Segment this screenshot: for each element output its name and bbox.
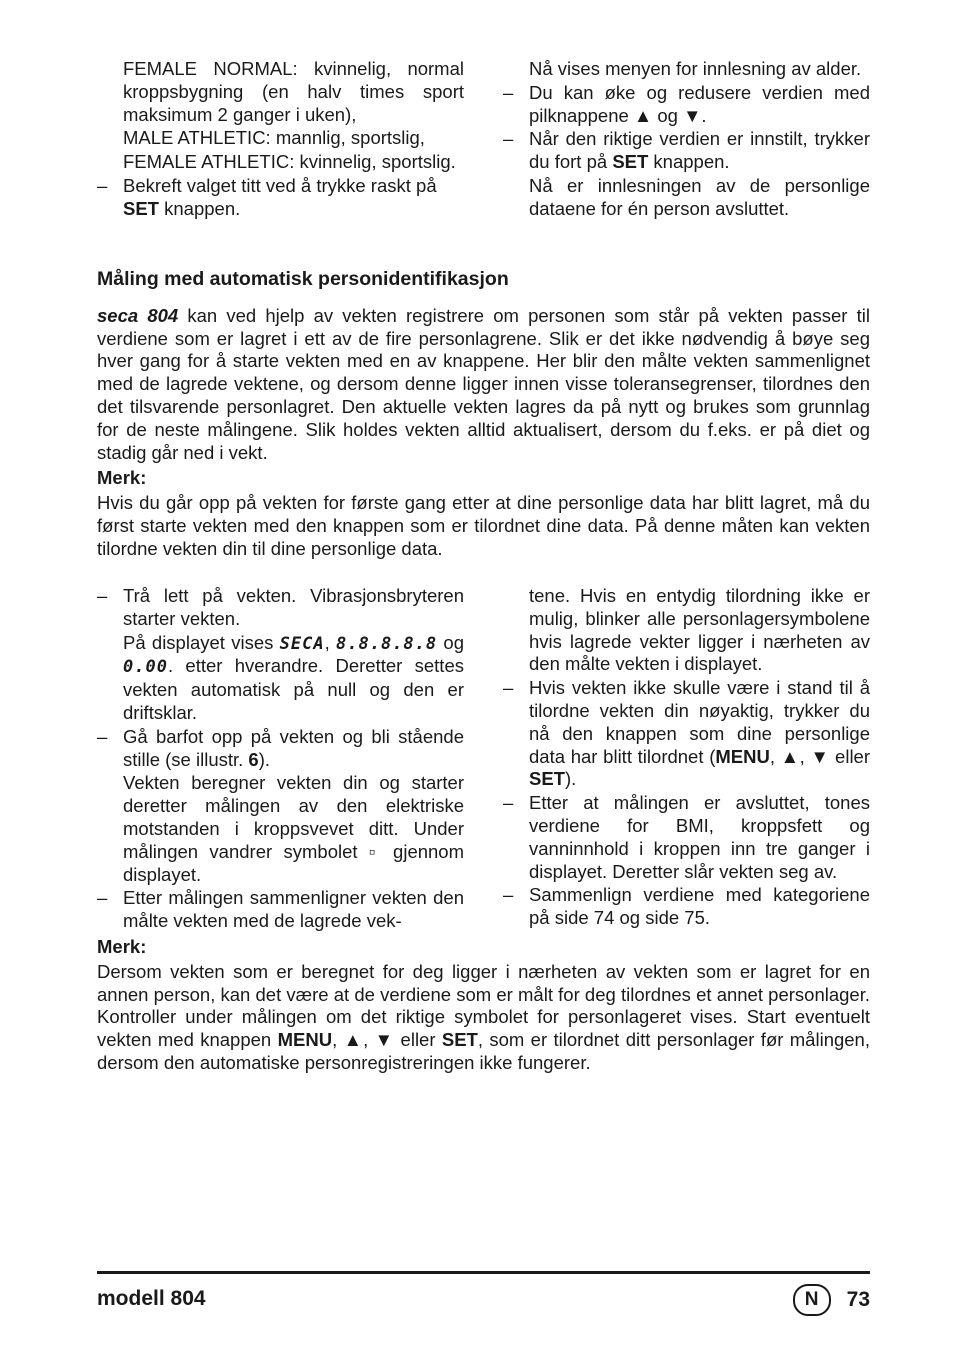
lcd-display-segments: 8.8.8.8.8 (336, 633, 438, 654)
footer-model: modell 804 (97, 1287, 206, 1310)
footer-divider (97, 1271, 870, 1274)
intro-text: kan ved hjelp av vekten registrere om personen som står på vekten passer til verdiene som er lagret i ett av de fire personlagrene. Slik er det ikke nødvendig å bøye seg hver gang for å starte vekten med en av knappene. Her blir den målte vekten sammenlignet med de lagrede vektene, og dersom denne ligger innen visse toleransegrenser, tilordnes den det tilsvarende personlagret. Den aktuelle vekten lagres da på nytt og brukes som grunnlag for de neste målingene. Slik holdes vekten alltid aktualisert, dersom du f.eks. er på diet og stadig går ned i vekt. (97, 304, 870, 463)
menu-keyword: MENU (277, 1029, 333, 1051)
list-item: – Sammenlign verdiene med kategoriene på side 74 og side 75. (503, 884, 870, 929)
item-text: Gå barfot opp på vekten og bli stående stille (se illustr. (123, 725, 464, 770)
paragraph: tene. Hvis en entydig tilordning ikke er mulig, blinker alle personlagersymbolene hvis lagrede vekter ligger i nærheten av den målte vekten i displayet. (529, 585, 870, 675)
set-keyword: SET (441, 1029, 478, 1051)
item-text: Trå lett på vekten. Vibrasjonsbryteren starter vekten. (123, 585, 464, 629)
steps-right-column (503, 585, 870, 933)
text: , (324, 631, 337, 653)
paragraph: FEMALE ATHLETIC: kvinnelig, sportslig. (123, 151, 456, 173)
item-text: Etter målingen sammenligner vekten den målte vekten med de lagrede vek- (123, 887, 464, 932)
illustration-ref: 6 (248, 748, 259, 770)
intro-paragraph (97, 305, 870, 465)
steps-columns (97, 585, 870, 933)
paragraph: Nå vises menyen for innlesning av alder. (529, 58, 862, 79)
item-text: Når den riktige verdien er innstilt, trykker du fort på (529, 128, 870, 173)
set-keyword: SET (123, 197, 159, 219)
language-badge: N (793, 1284, 831, 1316)
top-columns (97, 58, 870, 221)
item-text: knappen. (648, 151, 730, 173)
section (97, 268, 870, 561)
set-keyword: SET (612, 151, 649, 173)
list-item: – Når den riktige verdien er innstilt, trykker du fort på SET knappen. (503, 128, 870, 173)
paragraph: FEMALE NORMAL: kvinnelig, normal kroppsbygning (en halv times sport maksimum 2 ganger i uken), (123, 58, 464, 125)
note-label: Merk: (97, 467, 147, 489)
top-right-column (503, 58, 870, 221)
paragraph (97, 632, 464, 725)
lcd-display-seca: SECA (279, 633, 325, 654)
item-text: Sammenlign verdiene med kategoriene på side 74 og side 75. (529, 884, 870, 929)
note-text (97, 961, 870, 1075)
paragraph: MALE ATHLETIC: mannlig, sportslig, (123, 127, 425, 149)
text: Vekten beregner vekten din og starter deretter målingen av den elektriske motstanden i kroppsvevet ditt. Under målingen vandrer symbolet (123, 772, 464, 862)
item-text: ). (258, 748, 271, 770)
brand-name: seca 804 (97, 304, 179, 326)
paragraph: Nå er innlesningen av de personlige dataene for én person avsluttet. (529, 174, 870, 219)
lcd-display-zero: 0.00 (123, 657, 168, 678)
item-text: , ▲, ▼ eller (769, 745, 871, 767)
footer-right (793, 1284, 870, 1316)
text: , ▲, ▼ eller (332, 1029, 442, 1051)
list-item: – Gå barfot opp på vekten og bli stående stille (se illustr. 6). (97, 725, 464, 770)
note-text: Hvis du går opp på vekten for første gang etter at dine personlige data har blitt lagret, må du først starte vekten med den knappen som er tilordnet dine data. På denne måten kan vekten tilordne vekten din til dine personlige data. (97, 492, 870, 559)
set-keyword: SET (529, 768, 565, 790)
top-left-column (97, 58, 464, 221)
item-text: Bekreft valget titt ved å trykke raskt på (123, 174, 437, 196)
item-text: Hvis vekten ikke skulle være i stand til å tilordne vekten din nøyaktig, trykker du nå den knappen som dine personlige data har blitt tilordnet ( (529, 677, 870, 767)
menu-keyword: MENU (715, 745, 770, 767)
text: og (437, 631, 464, 653)
item-text: ). (564, 768, 577, 790)
item-text: Du kan øke og redusere verdien med pilknappene ▲ og ▼. (529, 81, 870, 126)
page-number: 73 (846, 1287, 870, 1311)
item-text: knappen. (158, 197, 241, 219)
list-item: – Etter at målingen er avsluttet, tones verdiene for BMI, kroppsfett og vanninnhold i kroppen inn tre ganger i displayet. Deretter slår vekten seg av. (503, 792, 870, 882)
list-item: – Hvis vekten ikke skulle være i stand til å tilordne vekten din nøyaktig, trykker du nå den knappen som dine personlige data har blitt tilordnet (MENU, ▲, ▼ eller SET). (503, 677, 871, 790)
text: gjennom displayet. (123, 840, 465, 885)
note-label: Merk: (97, 936, 147, 957)
item-text: Etter at målingen er avsluttet, tones verdiene for BMI, kroppsfett og vanninnhold i kroppen inn tre ganger i displayet. Deretter slår vekten seg av. (529, 792, 870, 882)
text: På displayet vises (123, 631, 280, 653)
list-item: – Bekreft valget titt ved å trykke raskt på SET knappen. (97, 174, 437, 219)
text: . etter hverandre. Deretter settes vekten automatisk på null og den er driftsklar. (123, 655, 464, 723)
text: , som er tilordnet ditt personlager før målingen, dersom den automatiske personregistreringen ikke fungerer. (97, 1029, 870, 1073)
text: Dersom vekten som er beregnet for deg ligger i nærheten av vekten som er lagret for en annen person, kan det være at de verdiene som er målt for deg tilordnes et annet personlager. Kontroller under målingen om det riktige symbolet for personlageret vises. Start eventuelt vekten med knappen (97, 960, 870, 1051)
section-heading: Måling med automatisk personidentifikasjon (97, 268, 509, 290)
list-item: – Etter målingen sammenligner vekten den målte vekten med de lagrede vek- (97, 887, 464, 932)
steps-left-column (97, 585, 464, 933)
list-item: – Trå lett på vekten. Vibrasjonsbryteren starter vekten. (97, 585, 464, 629)
paragraph (97, 772, 464, 886)
measure-symbol-icon: ▫ (368, 840, 382, 862)
list-item: – Du kan øke og redusere verdien med pilknappene ▲ og ▼. (503, 81, 870, 126)
note-block (97, 936, 870, 1075)
